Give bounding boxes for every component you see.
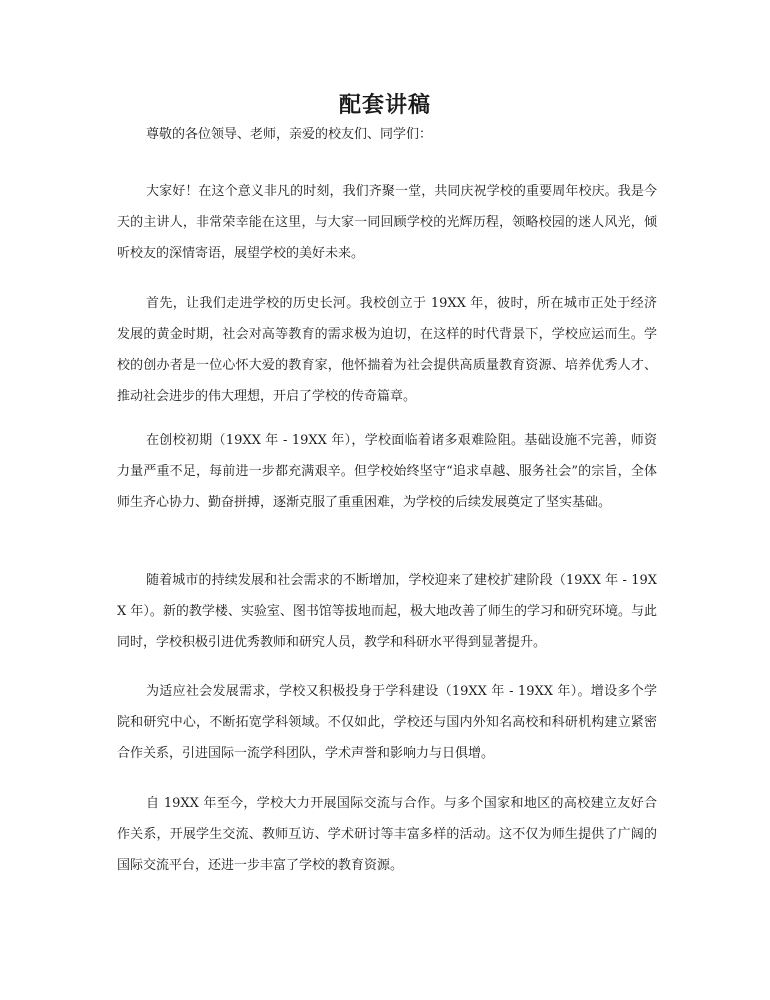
paragraph-early-years: 在创校初期（19XX 年 - 19XX 年），学校面临着诸多艰难险阻。基础设施不完善，师资力量严重不足，每前进一步都充满艰辛。但学校始终坚守“追求卓越、服务社会”的宗旨，全体师生齐心协力、勤奋拼搏，逐渐克服了重重困难，为学校的后续发展奠定了坚实基础。 xyxy=(117,433,657,510)
paragraph-history: 首先，让我们走进学校的历史长河。我校创立于 19XX 年，彼时，所在城市正处于经济发展的黄金时期，社会对高等教育的需求极为迫切，在这样的时代背景下，学校应运而生。学校的创办者是一位心怀大爱的教育家，他怀揣着为社会提供高质量教育资源、培养优秀人才、推动社会进步的伟大理想，开启了学校的传奇篇章。 xyxy=(117,296,657,404)
paragraph-international-exchange: 自 19XX 年至今，学校大力开展国际交流与合作。与多个国家和地区的高校建立友好合作关系，开展学生交流、教师互访、学术研讨等丰富多样的活动。这不仅为师生提供了广阔的国际交流平台，还进一步丰富了学校的教育资源。 xyxy=(117,796,657,873)
document-title: 配套讲稿 xyxy=(338,92,431,118)
paragraph-expansion: 随着城市的持续发展和社会需求的不断增加，学校迎来了建校扩建阶段（19XX 年 - 19XX 年）。新的教学楼、实验室、图书馆等拔地而起，极大地改善了师生的学习和研究环境。与此同时，学校积极引进优秀教师和研究人员，教学和科研水平得到显著提升。 xyxy=(117,573,657,650)
salutation: 尊敬的各位领导、老师，亲爱的校友们、同学们： xyxy=(146,127,433,142)
paragraph-opening: 大家好！在这个意义非凡的时刻，我们齐聚一堂，共同庆祝学校的重要周年校庆。我是今天的主讲人，非常荣幸能在这里，与大家一同回顾学校的光辉历程，领略校园的迷人风光，倾听校友的深情寄语，展望学校的美好未来。 xyxy=(117,184,657,261)
paragraph-discipline-building: 为适应社会发展需求，学校又积极投身于学科建设（19XX 年 - 19XX 年）。增设多个学院和研究中心，不断拓宽学科领域。不仅如此，学校还与国内外知名高校和科研机构建立紧密合作关系，引进国际一流学科团队，学术声誉和影响力与日俱增。 xyxy=(117,684,657,761)
